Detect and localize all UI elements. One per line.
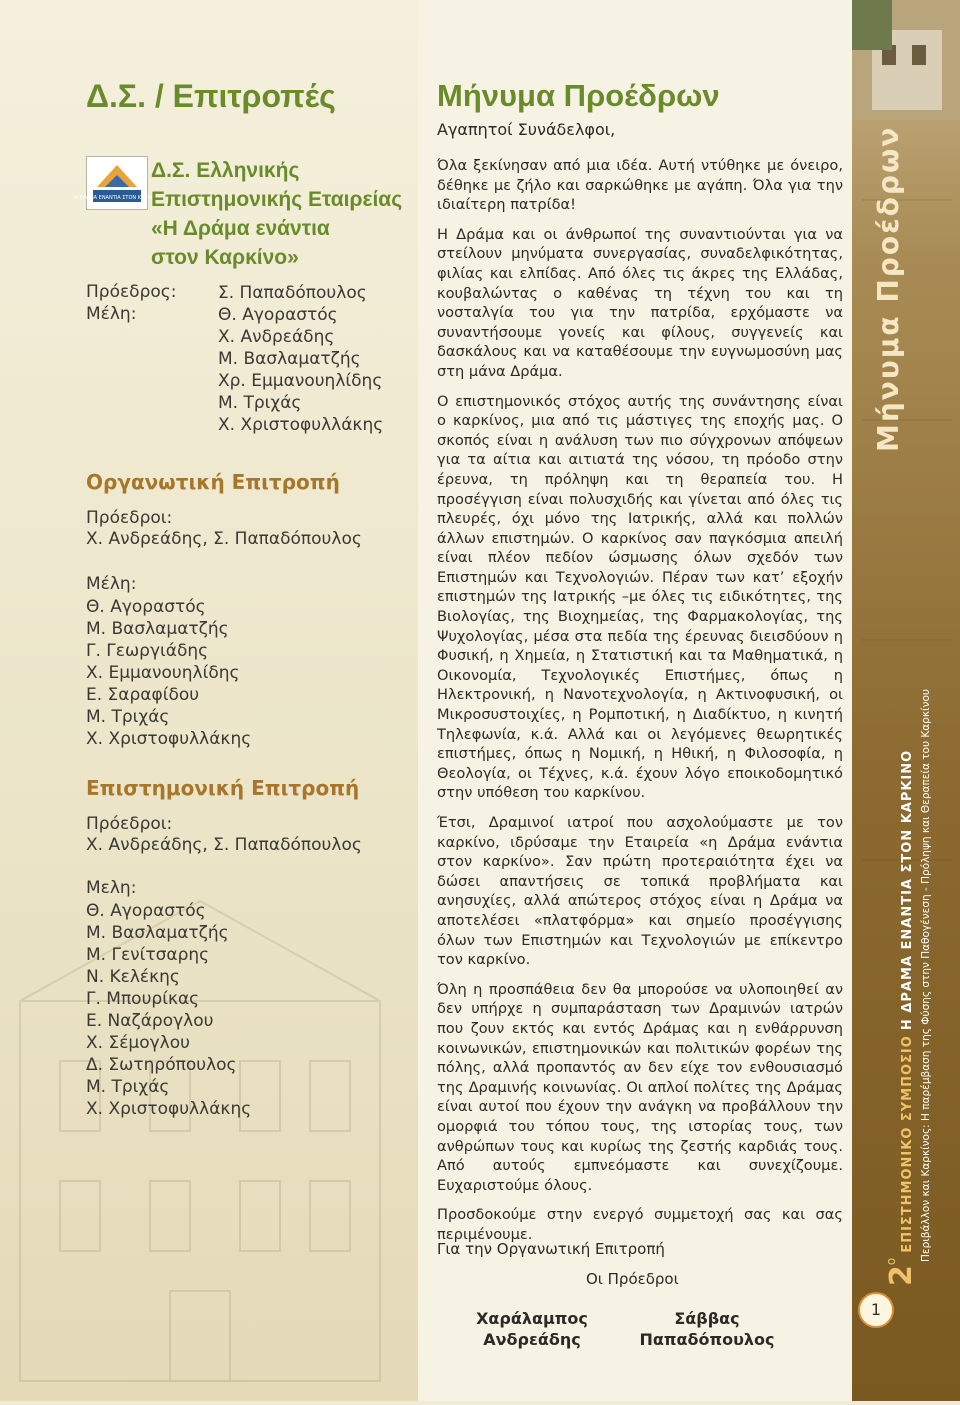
org-member: Χ. Εμμανουηλίδης — [86, 663, 240, 683]
org-member: Θ. Αγοραστός — [86, 597, 206, 617]
org-member: Ε. Σαραφίδου — [86, 685, 200, 705]
paragraph: Όλα ξεκίνησαν από μια ιδέα. Αυτή ντύθηκε με όνειρο, δέθηκε με ζήλο και σαρκώθηκε με αγάπη. Όλα για την ιδιαίτερη πατρίδα! — [437, 157, 843, 214]
sci-member: Ε. Ναζάρογλου — [86, 1011, 214, 1031]
signer-1: Χαράλαμπος Ανδρεάδης — [476, 1309, 588, 1349]
paragraph: Όλη η προσπάθεια δεν θα μπορούσε να υλοποιηθεί αν δεν υπήρχε η συμπαράσταση των Δραμινών ιατρών που ζουν εκτός και εντός Δράμας και η ενθάρρυνση κοινωνικών, επιστημονικών και πολιτικών φορέων της πόλης, αλλά προπαντός αν δεν είχε τον ενθουσιασμό της Δραμινής κοινωνίας. Οι απλοί πολίτες της Δράμας είναι αυτοί που έχουν την ανάγκη να προβάλλουν την ομορφιά του τόπου τους, της ιστορίας τους, των ανθρώπων τους και κυρίως της ζεστής καρδιάς τους. Από αυτούς εμπνεόμαστε και συνεχίζουμε. Ευχαριστούμε όλους. — [437, 980, 843, 1194]
board-members-label: Μέλη: — [86, 304, 137, 324]
sci-member: Γ. Μπουρίκας — [86, 989, 200, 1009]
org-member: Μ. Βασλαματζής — [86, 619, 229, 639]
paragraph: Προσδοκούμε στην ενεργό συμμετοχή σας και σας περιμένουμε. — [437, 1206, 843, 1243]
board-member: Μ. Βασλαματζής — [218, 349, 361, 369]
svg-text:Η ΔΡΑΜΑ ΕΝΑΝΤΙΑ ΣΤΟΝ ΚΑΡΚΙΝΟ: Η ΔΡΑΜΑ ΕΝΑΝΤΙΑ ΣΤΟΝ ΚΑΡΚΙΝΟ — [74, 195, 160, 201]
sci-member: Μ. Γενίτσαρης — [86, 945, 210, 965]
org-member: Μ. Τριχάς — [86, 707, 170, 727]
org-members-label: Μέλη: — [86, 574, 137, 594]
board-member: Μ. Τριχάς — [218, 393, 302, 413]
board-member: Χ. Χριστοφυλλάκης — [218, 415, 384, 435]
message-body — [437, 156, 843, 1254]
sci-member: Μ. Τριχάς — [86, 1077, 170, 1097]
side-subtitle: Περιβάλλον και Καρκίνος: Η παρέμβαση της Φύσης στην Παθογένεση - Πρόληψη και Θεραπεία του Καρκίνου — [920, 689, 932, 1262]
org-committee-title: Οργανωτική Επιτροπή — [86, 470, 340, 494]
sci-committee-title: Επιστημονική Επιτροπή — [86, 776, 360, 800]
paragraph: Η Δράμα και οι άνθρωποί της συναντιούνται για να στείλουν μηνύματα συνεργασίας, συναδελφικότητας, φιλίας και ελπίδας. Από όλες τις άκρες της Ελλάδας, κουβαλώντας ο καθένας τη τέχνη του και τη νοσταλγία του για την πατρίδα, ερχόμαστε να συναντήσουμε γονείς και φίλους, συγγενείς και δασκάλους και να καταθέσουμε την ευγνωμοσύνη μας στη μάνα Δράμα. — [437, 225, 843, 380]
greeting: Αγαπητοί Συνάδελφοι, — [437, 120, 616, 139]
society-logo — [74, 156, 160, 210]
page-number: 1 — [858, 1292, 894, 1328]
side-symposium: $2^o$ ΕΠΙΣΤΗΜΟΝΙΚΟ ΣΥΜΠΟΣΙΟ Η ΔΡΑΜΑ ΕΝΑΝΤΙΑ ΣΤΟΝ ΚΑΡΚΙΝΟ — [884, 749, 919, 1286]
sci-member: Δ. Σωτηρόπουλος — [86, 1055, 237, 1075]
page-title: Δ.Σ. / Επιτροπές — [86, 78, 336, 114]
closing-line: Για την Οργανωτική Επιτροπή — [437, 1240, 665, 1258]
side-photo — [852, 0, 960, 120]
board-member: Χ. Ανδρεάδης — [218, 327, 335, 347]
org-presidents-label: Πρόεδροι: — [86, 508, 173, 528]
board-member: Θ. Αγοραστός — [218, 305, 338, 325]
sci-member: Ν. Κελέκης — [86, 967, 180, 987]
board-title: Δ.Σ. Ελληνικής Επιστημονικής Εταιρείας «Η Δράμα ενάντια στον Καρκίνο» — [151, 159, 403, 269]
sci-presidents-label: Πρόεδροι: — [86, 814, 173, 834]
org-member: Χ. Χριστοφυλλάκης — [86, 729, 252, 749]
sci-member: Θ. Αγοραστός — [86, 901, 206, 921]
board-member: Χρ. Εμμανουηλίδης — [218, 371, 383, 391]
org-member: Γ. Γεωργιάδης — [86, 641, 209, 661]
message-title: Μήνυμα Προέδρων — [437, 78, 720, 113]
signers-label: Οι Πρόεδροι — [586, 1270, 679, 1288]
sci-presidents: Χ. Ανδρεάδης, Σ. Παπαδόπουλος — [86, 835, 362, 855]
board-president-label: Πρόεδρος: — [86, 282, 177, 302]
sci-member: Χ. Χριστοφυλλάκης — [86, 1099, 252, 1119]
side-title: Μήνυμα Προέδρων — [872, 125, 905, 452]
sci-members-label: Μελη: — [86, 878, 137, 898]
paragraph: Έτσι, Δραμινοί ιατροί που ασχολούμαστε με τον καρκίνο, ιδρύσαμε την Εταιρεία «η Δράμα ενάντια στον καρκίνο». Σαν πρώτη προτεραιότητα έχει να δώσει απαντήσεις σε τοπικά προβλήματα και ανησυχίες, αλλά απώτερος στόχος είναι η Δράμα να αποτελέσει «πλατφόρμα» και σημείο προσέγγισης όλων των Επιστημών και Τεχνολογιών με επίκεντρο τον καρκίνο. — [437, 814, 843, 969]
sci-member: Μ. Βασλαματζής — [86, 923, 229, 943]
org-presidents: Χ. Ανδρεάδης, Σ. Παπαδόπουλος — [86, 529, 362, 549]
signer-2: Σάββας Παπαδόπουλος — [639, 1309, 775, 1349]
paragraph: Ο επιστημονικός στόχος αυτής της συνάντησης είναι ο καρκίνος, μια από τις μάστιγες της εποχής μας. Ο σκοπός είναι η ανάλυση των πιο σύγχρονων απόψεων για τα αίτια και αιτιατά της νόσου, τη πρόοδο στην έρευνα, τη πρόληψη και τη θεραπεία του. Η προσέγγιση είναι πολυσχιδής και γίνεται από όλες τις πλευρές, όχι μόνο της Ιατρικής, αλλά και πολλών άλλων επιστημών. Ο καρκίνος σαν παγκόσμια απειλή είναι πλέον πεδίον ώσμωσης όλων σχεδόν των Επιστημών και Τεχνολογιών. Πέραν των κατ’ εξοχήν επιστημών της Ιατρικής –με όλες τις ειδικότητες, της Βιολογίας, της Βιοχημείας, της Φαρμακολογίας, της Ψυχολογίας, μέσα στα πεδία της έρευνας διεισδύουν η Φυσική, η Χημεία, η Στατιστική και τα Μαθηματικά, η Οικονομία, Τεχνολογικές Επιστήμες, όπως η Ηλεκτρονική, η Νανοτεχνολογία, η Ακτινοφυσική, οι Μικροσυστοιχίες, η Ρομποτική, η Διαδίκτυο, η κινητή Τηλεφωνία, κ.ά. Αλλά και οι λεγόμενες θεωρητικές επιστήμες, όπως η Νομική, η Ηθική, η Φιλοσοφία, η Θεολογία, οι Τέχνες, κ.ά. έχουν λόγο εποικοδομητικό στην υπόθεση του καρκίνου. — [437, 392, 843, 802]
board-president: Σ. Παπαδόπουλος — [218, 283, 367, 303]
sci-member: Χ. Σέμογλου — [86, 1033, 190, 1053]
